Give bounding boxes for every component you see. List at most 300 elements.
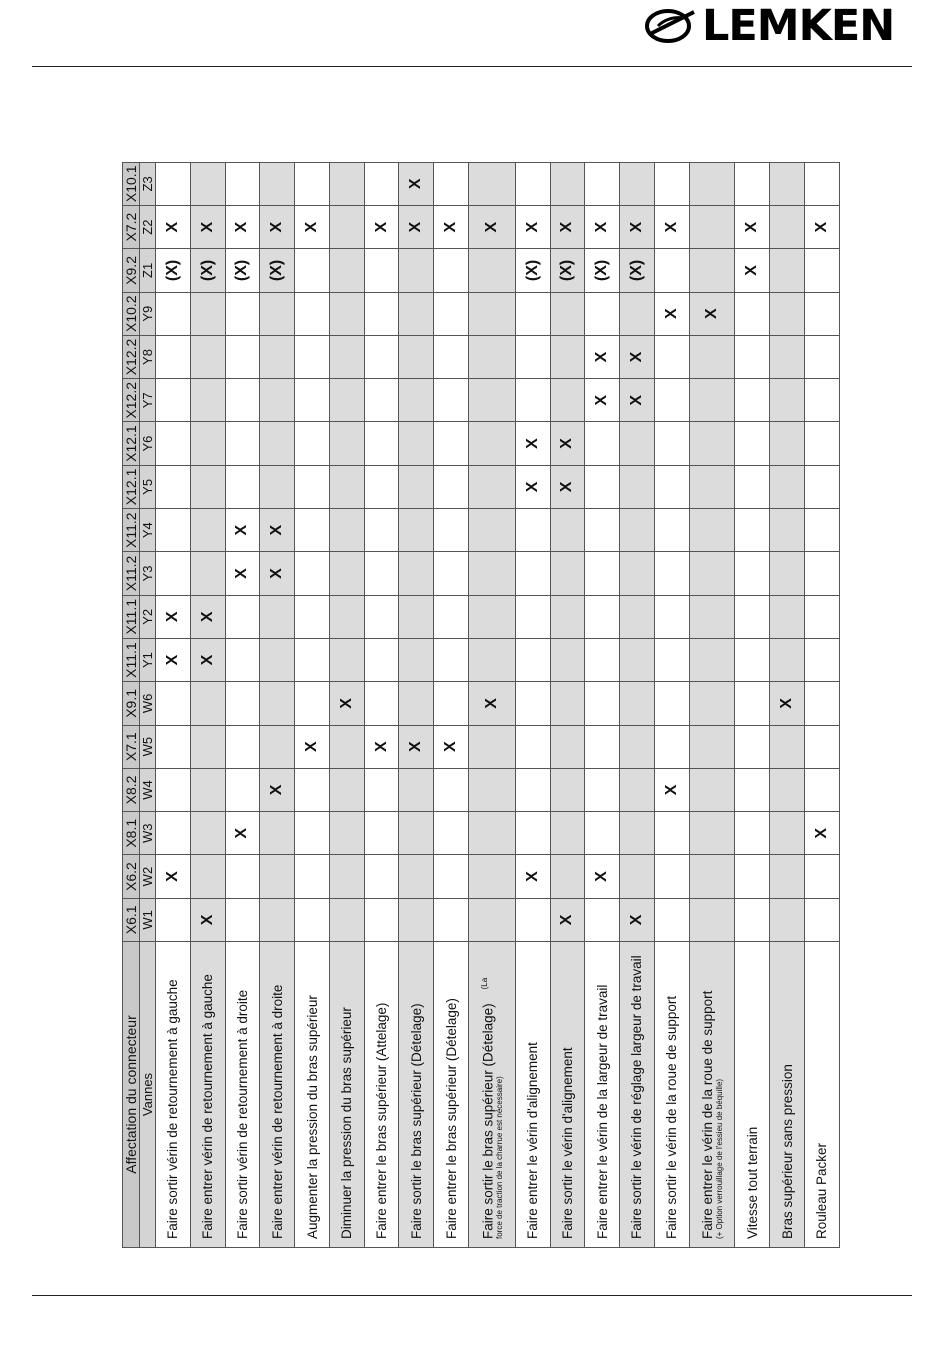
table-row xyxy=(804,162,839,1247)
function-label: Faire sortir le vérin de réglage largeur de travail xyxy=(629,955,645,1239)
valve-mark-cell: X xyxy=(156,205,191,248)
valve-mark-cell xyxy=(399,292,434,335)
valve-mark-cell xyxy=(295,292,330,335)
valve-mark-cell xyxy=(770,379,805,422)
valve-mark-cell xyxy=(550,509,585,552)
valve-mark-cell xyxy=(804,595,839,638)
valve-mark-cell xyxy=(620,595,655,638)
valve-mark-cell: X xyxy=(190,638,225,681)
valve-mark-cell xyxy=(225,379,260,422)
valve-mark-cell xyxy=(620,509,655,552)
valve-mark-cell xyxy=(804,465,839,508)
valve-mark-cell: X xyxy=(190,205,225,248)
valve-mark-cell xyxy=(770,465,805,508)
valve-mark-cell: (X) xyxy=(156,249,191,292)
function-label: Faire entrer le bras supérieur (Dételage) xyxy=(443,998,459,1239)
function-note: (+ Option verrouillage de l'essieu de béquille) xyxy=(715,1078,725,1239)
valve-mark-cell xyxy=(190,812,225,855)
valve-mark-cell xyxy=(225,292,260,335)
valve-mark-cell: (X) xyxy=(260,249,295,292)
function-label-suffix: (La xyxy=(479,977,489,990)
valve-mark-cell xyxy=(689,725,735,768)
valve-mark-cell: X xyxy=(735,249,770,292)
valve-mark-cell xyxy=(469,162,516,205)
connector-header-cell: X11.1 xyxy=(123,638,140,681)
valve-mark-cell xyxy=(515,379,550,422)
valve-mark-cell xyxy=(654,898,689,941)
valve-mark-cell: X xyxy=(364,725,399,768)
valve-mark-cell: (X) xyxy=(585,249,620,292)
valve-mark-cell xyxy=(399,595,434,638)
valve-mark-cell xyxy=(620,162,655,205)
valve-mark-cell xyxy=(399,465,434,508)
function-label: Diminuer la pression du bras supérieur xyxy=(339,1007,355,1239)
valve-mark-cell: X xyxy=(156,855,191,898)
valve-mark-cell xyxy=(260,682,295,725)
function-label: Faire entrer le bras supérieur (Attelage) xyxy=(374,1002,390,1239)
valve-mark-cell xyxy=(585,422,620,465)
valve-mark-cell xyxy=(515,162,550,205)
valve-mark-cell xyxy=(689,422,735,465)
valve-mark-cell xyxy=(434,379,469,422)
valve-mark-cell xyxy=(434,682,469,725)
valve-mark-cell xyxy=(225,162,260,205)
valve-mark-cell xyxy=(364,638,399,681)
valve-mark-cell xyxy=(735,855,770,898)
valve-mark-cell xyxy=(190,682,225,725)
table-row xyxy=(190,162,225,1247)
connector-header-cell: X8.1 xyxy=(123,812,140,855)
valve-mark-cell xyxy=(735,335,770,378)
valve-mark-cell xyxy=(654,162,689,205)
valve-mark-cell xyxy=(515,898,550,941)
valve-mark-cell xyxy=(434,249,469,292)
valve-mark-cell: X xyxy=(469,682,516,725)
valve-mark-cell xyxy=(689,898,735,941)
table-row xyxy=(469,162,516,1247)
valve-mark-cell xyxy=(550,335,585,378)
valve-mark-cell: X xyxy=(654,205,689,248)
valve-mark-cell xyxy=(770,855,805,898)
valve-mark-cell xyxy=(156,509,191,552)
valve-mark-cell xyxy=(399,812,434,855)
function-label: Faire entrer le vérin de la largeur de travail xyxy=(594,984,610,1239)
valve-mark-cell xyxy=(735,465,770,508)
valve-mark-cell: X xyxy=(770,682,805,725)
valve-mark-cell xyxy=(434,812,469,855)
valve-mark-cell xyxy=(295,768,330,811)
valve-mark-cell: X xyxy=(156,638,191,681)
valve-mark-cell xyxy=(295,335,330,378)
valve-mark-cell xyxy=(515,768,550,811)
valve-mark-cell: X xyxy=(654,768,689,811)
valve-mark-cell: X xyxy=(399,162,434,205)
valve-header-cell: Y2 xyxy=(140,595,156,638)
valve-mark-cell xyxy=(585,898,620,941)
valve-mark-cell xyxy=(689,249,735,292)
valve-header-cell: Y8 xyxy=(140,335,156,378)
function-label: Augmenter la pression du bras supérieur xyxy=(304,995,320,1239)
valve-mark-cell xyxy=(770,205,805,248)
valve-mark-cell xyxy=(260,595,295,638)
function-label-cell xyxy=(295,942,330,1248)
valve-mark-cell xyxy=(364,812,399,855)
table-row xyxy=(585,162,620,1247)
valve-mark-cell xyxy=(469,422,516,465)
valve-mark-cell xyxy=(329,205,364,248)
valve-mark-cell xyxy=(515,638,550,681)
valve-mark-cell xyxy=(225,638,260,681)
valve-mark-cell: (X) xyxy=(550,249,585,292)
valve-mark-cell xyxy=(770,725,805,768)
valve-mark-cell xyxy=(654,595,689,638)
valve-mark-cell xyxy=(804,682,839,725)
valve-mark-cell xyxy=(735,379,770,422)
valve-mark-cell xyxy=(434,335,469,378)
valve-mark-cell xyxy=(770,768,805,811)
valve-mark-cell: X xyxy=(735,205,770,248)
valve-mark-cell xyxy=(515,812,550,855)
valve-mark-cell xyxy=(620,812,655,855)
function-label-cell xyxy=(399,942,434,1248)
valve-mark-cell xyxy=(156,812,191,855)
valve-mark-cell: X xyxy=(620,379,655,422)
valve-mark-cell xyxy=(469,768,516,811)
valve-mark-cell: X xyxy=(295,205,330,248)
valve-mark-cell xyxy=(689,552,735,595)
valve-mark-cell xyxy=(735,768,770,811)
table-row xyxy=(654,162,689,1247)
valve-mark-cell: X xyxy=(434,205,469,248)
valve-mark-cell xyxy=(469,855,516,898)
valve-mark-cell xyxy=(550,855,585,898)
valve-mark-cell xyxy=(770,292,805,335)
valve-mark-cell xyxy=(770,422,805,465)
valve-mark-cell xyxy=(260,379,295,422)
valve-mark-cell: X xyxy=(654,292,689,335)
valve-mark-cell xyxy=(550,552,585,595)
valve-mark-cell xyxy=(550,682,585,725)
valve-mark-cell xyxy=(156,898,191,941)
valve-mark-cell xyxy=(804,552,839,595)
valve-mark-cell xyxy=(364,595,399,638)
function-label-cell xyxy=(585,942,620,1248)
valve-mark-cell xyxy=(585,812,620,855)
table-row xyxy=(156,162,191,1247)
valve-mark-cell xyxy=(735,682,770,725)
valve-mark-cell xyxy=(225,725,260,768)
valve-mark-cell xyxy=(295,638,330,681)
valve-header-cell: W5 xyxy=(140,725,156,768)
valve-mark-cell xyxy=(295,422,330,465)
connector-header-row xyxy=(123,162,140,1247)
valve-mark-cell xyxy=(156,162,191,205)
valve-mark-cell xyxy=(295,379,330,422)
valve-mark-cell xyxy=(434,898,469,941)
function-label-cell xyxy=(550,942,585,1248)
valve-mark-cell xyxy=(620,725,655,768)
valve-mark-cell: (X) xyxy=(225,249,260,292)
table-row xyxy=(260,162,295,1247)
valve-mark-cell xyxy=(585,595,620,638)
valve-mark-cell xyxy=(735,812,770,855)
valve-mark-cell xyxy=(689,205,735,248)
valve-mark-cell xyxy=(689,638,735,681)
function-label: Faire entrer le vérin d'alignement xyxy=(525,1042,541,1239)
valve-mark-cell: X xyxy=(190,595,225,638)
valve-header-cell: Y5 xyxy=(140,465,156,508)
valve-mark-cell: X xyxy=(399,725,434,768)
valve-mark-cell xyxy=(620,855,655,898)
valve-mark-cell xyxy=(585,509,620,552)
valve-mark-cell xyxy=(515,725,550,768)
valve-header-cell: W2 xyxy=(140,855,156,898)
connector-table-container xyxy=(122,162,840,1248)
valve-mark-cell xyxy=(260,422,295,465)
valve-mark-cell xyxy=(550,638,585,681)
valve-mark-cell xyxy=(770,249,805,292)
valve-header-cell: Y9 xyxy=(140,292,156,335)
valve-mark-cell xyxy=(654,422,689,465)
valve-mark-cell xyxy=(260,638,295,681)
lemken-logo xyxy=(644,0,906,52)
valve-header-cell: W3 xyxy=(140,812,156,855)
connector-header-cell: X11.1 xyxy=(123,595,140,638)
valve-mark-cell xyxy=(620,638,655,681)
valve-mark-cell xyxy=(804,379,839,422)
valve-mark-cell xyxy=(689,855,735,898)
valve-mark-cell xyxy=(469,552,516,595)
valve-mark-cell xyxy=(329,812,364,855)
valve-mark-cell xyxy=(399,682,434,725)
valve-mark-cell xyxy=(585,465,620,508)
valve-mark-cell xyxy=(770,335,805,378)
connector-header-cell: X6.2 xyxy=(123,855,140,898)
connector-header-cell: X7.2 xyxy=(123,205,140,248)
valve-mark-cell: X xyxy=(585,335,620,378)
valve-mark-cell xyxy=(329,509,364,552)
valve-mark-cell xyxy=(364,162,399,205)
valve-mark-cell xyxy=(689,379,735,422)
function-note: force de traction de la charrue est nécessaire) xyxy=(495,1076,505,1239)
valve-mark-cell xyxy=(364,509,399,552)
valve-mark-cell xyxy=(190,335,225,378)
valve-mark-cell: X xyxy=(804,205,839,248)
valve-header-cell: W4 xyxy=(140,768,156,811)
valve-mark-cell: X xyxy=(550,205,585,248)
function-label: Faire sortir le vérin de la roue de support xyxy=(664,995,680,1239)
valve-mark-cell xyxy=(364,335,399,378)
valve-mark-cell xyxy=(399,855,434,898)
valve-mark-cell xyxy=(295,465,330,508)
valve-mark-cell xyxy=(295,595,330,638)
valve-mark-cell: X xyxy=(515,205,550,248)
valve-mark-cell xyxy=(585,638,620,681)
valve-mark-cell xyxy=(735,509,770,552)
lemken-emblem-icon xyxy=(644,4,698,48)
valve-mark-cell xyxy=(469,335,516,378)
valve-mark-cell xyxy=(225,335,260,378)
valve-mark-cell xyxy=(399,335,434,378)
valve-mark-cell xyxy=(329,552,364,595)
connector-header-cell: X10.2 xyxy=(123,292,140,335)
table-row xyxy=(399,162,434,1247)
valve-mark-cell xyxy=(550,292,585,335)
valve-header-cell: Y6 xyxy=(140,422,156,465)
valve-mark-cell xyxy=(469,379,516,422)
valve-mark-cell xyxy=(295,162,330,205)
valve-mark-cell: (X) xyxy=(190,249,225,292)
valve-mark-cell xyxy=(156,682,191,725)
valve-mark-cell: X xyxy=(156,595,191,638)
valve-mark-cell xyxy=(550,725,585,768)
valve-mark-cell xyxy=(550,812,585,855)
valve-mark-cell xyxy=(295,249,330,292)
valve-mark-cell xyxy=(156,422,191,465)
valve-mark-cell xyxy=(260,292,295,335)
connector-header-cell: X10.1 xyxy=(123,162,140,205)
valve-mark-cell: X xyxy=(620,898,655,941)
valve-mark-cell: X xyxy=(550,422,585,465)
valve-mark-cell xyxy=(156,552,191,595)
function-label: Bras supérieur sans pression xyxy=(779,1064,795,1239)
valve-header-cell: Z2 xyxy=(140,205,156,248)
valve-mark-cell xyxy=(689,768,735,811)
footer-divider xyxy=(32,1295,912,1296)
table-row xyxy=(515,162,550,1247)
valve-mark-cell xyxy=(434,509,469,552)
valve-mark-cell xyxy=(364,292,399,335)
table-row xyxy=(689,162,735,1247)
connector-header-cell: X9.2 xyxy=(123,249,140,292)
valve-header-cell: W1 xyxy=(140,898,156,941)
valve-mark-cell xyxy=(260,855,295,898)
valve-mark-cell xyxy=(770,898,805,941)
valve-mark-cell xyxy=(469,595,516,638)
table-row xyxy=(620,162,655,1247)
valve-mark-cell xyxy=(585,682,620,725)
function-label-cell xyxy=(515,942,550,1248)
connector-header-cell: X6.1 xyxy=(123,898,140,941)
valve-mark-cell xyxy=(434,638,469,681)
valve-mark-cell xyxy=(654,509,689,552)
valve-mark-cell: X xyxy=(225,205,260,248)
valve-mark-cell xyxy=(434,465,469,508)
valve-mark-cell xyxy=(804,638,839,681)
valve-mark-cell: X xyxy=(225,812,260,855)
valve-mark-cell xyxy=(469,898,516,941)
valve-mark-cell xyxy=(156,465,191,508)
valve-mark-cell xyxy=(399,422,434,465)
function-label: Faire entrer le vérin de la roue de support xyxy=(700,990,716,1239)
function-label-cell xyxy=(804,942,839,1248)
valve-mark-cell xyxy=(585,768,620,811)
valve-mark-cell xyxy=(469,249,516,292)
valve-mark-cell xyxy=(770,638,805,681)
table-row xyxy=(434,162,469,1247)
valve-mark-cell xyxy=(364,898,399,941)
valve-mark-cell xyxy=(329,595,364,638)
valve-mark-cell xyxy=(654,725,689,768)
valve-mark-cell: X xyxy=(804,812,839,855)
valve-mark-cell xyxy=(735,595,770,638)
table-row xyxy=(295,162,330,1247)
valve-mark-cell: X xyxy=(620,335,655,378)
valve-mark-cell xyxy=(156,768,191,811)
function-label-cell xyxy=(689,942,735,1248)
valve-mark-cell xyxy=(329,422,364,465)
valve-mark-cell xyxy=(364,682,399,725)
valve-mark-cell xyxy=(190,855,225,898)
valve-mark-cell xyxy=(654,638,689,681)
valve-mark-cell xyxy=(804,422,839,465)
valve-mark-cell: X xyxy=(585,205,620,248)
valve-mark-cell xyxy=(469,638,516,681)
connector-header-cell: X12.1 xyxy=(123,422,140,465)
valve-mark-cell xyxy=(585,725,620,768)
valve-mark-cell xyxy=(469,292,516,335)
valve-mark-cell xyxy=(225,768,260,811)
valve-mark-cell xyxy=(156,292,191,335)
valve-mark-cell xyxy=(654,379,689,422)
valve-mark-cell: X xyxy=(550,465,585,508)
valve-mark-cell xyxy=(550,595,585,638)
valve-mark-cell: X xyxy=(364,205,399,248)
function-label-cell xyxy=(260,942,295,1248)
valve-mark-cell xyxy=(804,898,839,941)
valve-mark-cell xyxy=(225,465,260,508)
connector-header-cell: X8.2 xyxy=(123,768,140,811)
valve-mark-cell xyxy=(585,552,620,595)
valve-mark-cell xyxy=(620,552,655,595)
valve-mark-cell: X xyxy=(585,855,620,898)
function-label-cell xyxy=(735,942,770,1248)
valve-mark-cell xyxy=(364,768,399,811)
connector-header-cell: X9.1 xyxy=(123,682,140,725)
valve-mark-cell xyxy=(364,422,399,465)
connector-header-cell: X12.1 xyxy=(123,465,140,508)
function-label: Rouleau Packer xyxy=(814,1142,830,1239)
valve-mark-cell xyxy=(190,379,225,422)
valve-mark-cell xyxy=(585,292,620,335)
header-divider xyxy=(32,66,912,67)
valve-mark-cell xyxy=(804,509,839,552)
valve-mark-cell xyxy=(654,249,689,292)
valves-header: Vannes xyxy=(140,942,156,1248)
valve-mark-cell xyxy=(804,292,839,335)
valve-mark-cell: X xyxy=(260,552,295,595)
valve-mark-cell xyxy=(399,898,434,941)
function-label: Faire sortir le bras supérieur (Dételage) xyxy=(408,1003,424,1239)
valve-mark-cell xyxy=(260,162,295,205)
valve-mark-cell xyxy=(329,638,364,681)
function-label: Faire sortir le vérin d'alignement xyxy=(559,1047,575,1239)
valve-mark-cell xyxy=(689,162,735,205)
valve-mark-cell xyxy=(364,552,399,595)
valve-mark-cell: X xyxy=(515,422,550,465)
function-label-cell xyxy=(469,942,516,1248)
valve-mark-cell: (X) xyxy=(515,249,550,292)
valve-mark-cell xyxy=(620,422,655,465)
function-label: Faire entrer vérin de retournement à gauche xyxy=(200,974,216,1239)
valve-mark-cell xyxy=(295,812,330,855)
valve-mark-cell xyxy=(770,509,805,552)
valve-mark-cell xyxy=(260,465,295,508)
function-label: Faire sortir vérin de retournement à droite xyxy=(234,989,250,1239)
valve-mark-cell xyxy=(225,898,260,941)
valve-header-row xyxy=(140,162,156,1247)
valve-mark-cell xyxy=(469,812,516,855)
